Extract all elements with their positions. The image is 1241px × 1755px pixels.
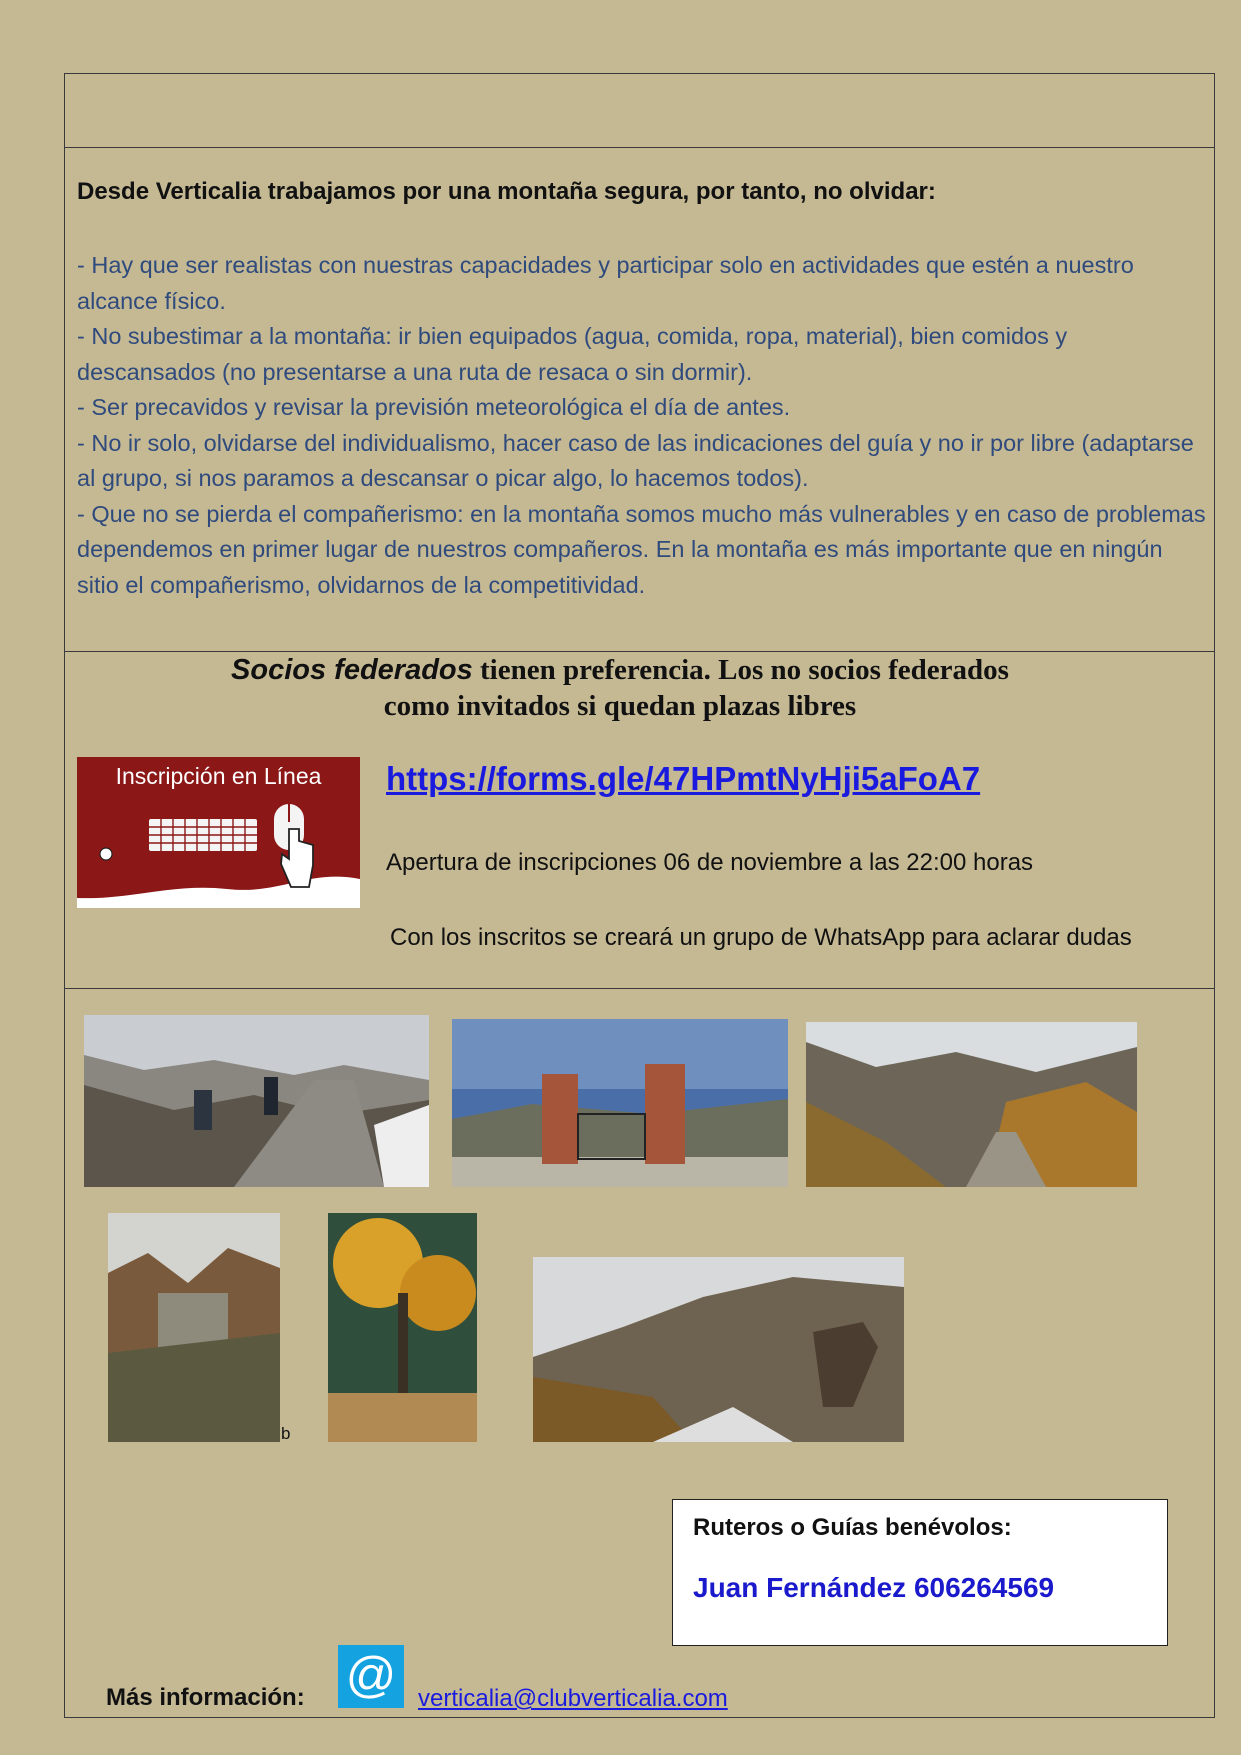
preference-text-line2: como invitados si quedan plazas libres <box>383 690 857 722</box>
photo-golden-tree <box>328 1213 477 1442</box>
at-sign-glyph: @ <box>345 1647 397 1703</box>
preference-text: tienen preferencia. Los no socios federados <box>472 654 1009 686</box>
guides-title: Ruteros o Guías benévolos: <box>693 1514 1012 1541</box>
divider <box>64 988 1215 989</box>
guide-contact: Juan Fernández 606264569 <box>693 1572 1055 1603</box>
safety-item: - Que no se pierda el compañerismo: en la montaña somos mucho más vulnerables y en caso de problemas dependemos en primer lugar de nuestros compañeros. En la montaña es más importante que en ningún sitio el compañerismo, olvidarnos de la competitividad. <box>77 500 1206 598</box>
at-sign-icon <box>338 1645 404 1708</box>
safety-item: - No ir solo, olvidarse del individualismo, hacer caso de las indicaciones del guía y no ir por libre (adaptarse al grupo, si nos paramos a descansar o picar algo, lo hacemos todos). <box>77 429 1194 491</box>
photo-snowy-trail <box>84 1015 429 1187</box>
more-info-label: Más información: <box>106 1684 305 1711</box>
photo-ruined-chapel <box>108 1213 280 1442</box>
registration-form-link[interactable]: https://forms.gle/47HPmtNyHji5aFoA7 <box>386 760 981 797</box>
guides-box <box>672 1499 1168 1646</box>
divider <box>64 147 1215 148</box>
safety-item: - Ser precavidos y revisar la previsión meteorológica el día de antes. <box>77 394 791 420</box>
photo-autumn-valley <box>806 1022 1137 1187</box>
photo-stone-gate <box>452 1019 788 1187</box>
safety-item: - No subestimar a la montaña: ir bien equipados (agua, comida, ropa, material), bien comidos y descansados (no presentarse a una ruta de resaca o sin dormir). <box>77 323 1068 385</box>
safety-item: - Hay que ser realistas con nuestras capacidades y participar solo en actividades que estén a nuestro alcance físico. <box>77 252 1134 314</box>
stray-mark: b <box>281 1424 291 1443</box>
preference-notice <box>120 652 1120 724</box>
contact-email-link[interactable]: verticalia@clubverticalia.com <box>418 1685 728 1712</box>
preference-emphasis: Socios federados <box>231 654 473 686</box>
safety-list <box>77 248 1207 603</box>
safety-heading: Desde Verticalia trabajamos por una montaña segura, por tanto, no olvidar: <box>77 178 936 205</box>
photo-rocky-outcrop <box>533 1257 904 1442</box>
whatsapp-group-note: Con los inscritos se creará un grupo de WhatsApp para aclarar dudas <box>390 924 1132 951</box>
banner-title: Inscripción en Línea <box>115 763 322 789</box>
registration-opening-date: Apertura de inscripciones 06 de noviembre a las 22:00 horas <box>386 849 1034 876</box>
online-registration-banner[interactable] <box>77 757 360 908</box>
